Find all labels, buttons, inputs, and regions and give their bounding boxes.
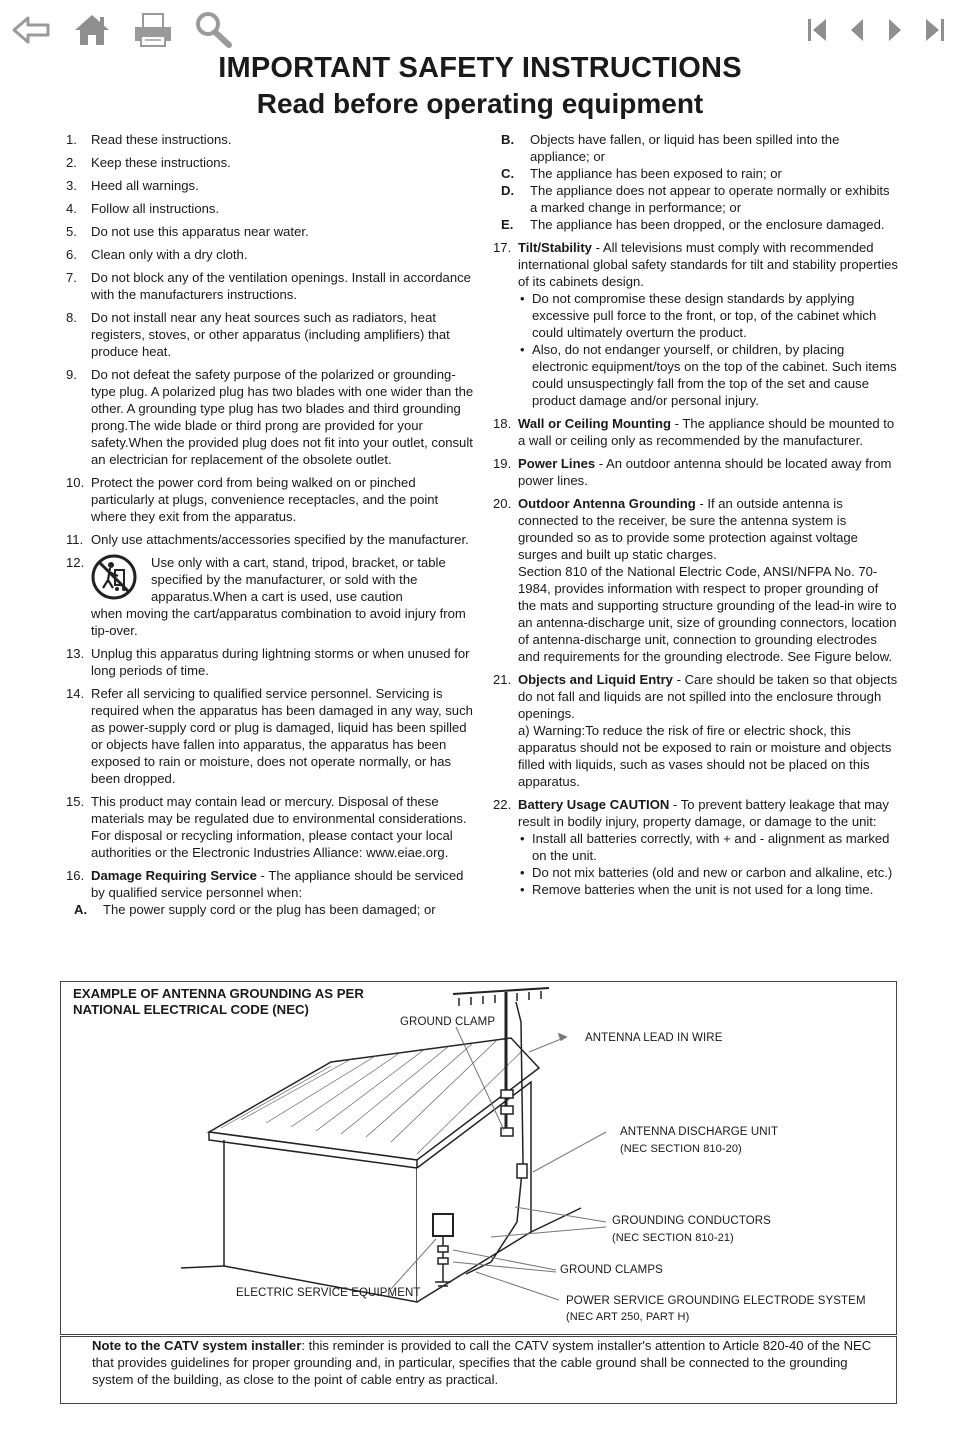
home-icon[interactable] (72, 12, 112, 48)
label-power-service: POWER SERVICE GROUNDING ELECTRODE SYSTEM (566, 1295, 866, 1307)
list-item: 13. Unplug this apparatus during lightning storms or when unused for long periods of time. (66, 646, 470, 678)
bullet-item: • Do not mix batteries (old and new or carbon and alkaline, etc.) (520, 865, 893, 880)
first-page-icon[interactable] (806, 16, 828, 44)
list-item: 9. Do not defeat the safety purpose of the polarized or grounding-type plug. A polarized plug has two blades with one wider than the other. A grounding type plug has two blades and third grounding prong.The wide blade or third prong are provided for your safety.When the provided plug does not fit into your outlet, consult an electrician for replacement of the obsolete outlet. (66, 367, 474, 467)
list-item: 7. Do not block any of the ventilation openings. Install in accordance with the manufacturers instructions. (66, 270, 471, 302)
sub-item: D. The appliance does not appear to operate normally or exhibits a marked change in performance; or (501, 183, 890, 215)
previous-page-icon[interactable] (848, 16, 866, 44)
list-item: 4. Follow all instructions. (66, 201, 220, 216)
print-icon[interactable] (132, 12, 174, 48)
list-item: 6. Clean only with a dry cloth. (66, 247, 248, 262)
list-item: 14. Refer all servicing to qualified service personnel. Servicing is required when the apparatus has been damaged in any way, such as power-supply cord or plug is damaged, liquid has been spilled or objects have fallen into apparatus, the apparatus has been exposed to rain or moisture, does not operate normally, or has been dropped. (66, 686, 473, 786)
list-item: 15. This product may contain lead or mercury. Disposal of these materials may be regulated due to environmental considerations. For disposal or recycling information, please contact your local authorities or the Electronic Industries Alliance: www.eiae.org. (66, 794, 467, 860)
label-electric-service: ELECTRIC SERVICE EQUIPMENT (236, 1287, 421, 1299)
bullet-item: • Also, do not endanger yourself, or children, by placing electronic equipment/toys on the top of the cabinet. Such items could unsuspectingly fall from the top of the set and cause product damage and/or personal injury. (520, 342, 897, 408)
list-item: 1. Read these instructions. (66, 132, 232, 147)
label-discharge-unit: ANTENNA DISCHARGE UNIT (620, 1126, 779, 1138)
list-item: 5. Do not use this apparatus near water. (66, 224, 309, 239)
list-item-tilt: 17. Tilt/Stability - All televisions must comply with recommended international global safety standards for tilt and stability properties of its cabinets design. • Do not compromise these design standards by applying excessive pull force to the front, or top, of the cabinet which could ultimately overturn the product. • Also, do not endanger yourself, or children, by placing electronic equipment/toys on the top of the cabinet. Such items could unsuspectingly fall from the top of the set and cause product damage and/or personal injury. (493, 240, 898, 408)
sub-item: E. The appliance has been dropped, or the enclosure damaged. (501, 217, 885, 232)
label-discharge-ref: (NEC SECTION 810-20) (620, 1143, 742, 1155)
list-item-damage: 16. Damage Requiring Service - The appliance should be serviced by qualified service personnel when: (66, 868, 464, 900)
list-item: 18. Wall or Ceiling Mounting - The appliance should be mounted to a wall or ceiling only as recommended by the manufacturer. (493, 416, 895, 448)
bullet-list (518, 290, 899, 409)
label-ground-clamps: GROUND CLAMPS (560, 1264, 663, 1276)
page-title: IMPORTANT SAFETY INSTRUCTIONS (218, 52, 742, 84)
list-item: 11. Only use attachments/accessories specified by the manufacturer. (66, 532, 469, 547)
sub-item: C. The appliance has been exposed to rain; or (501, 166, 782, 181)
page-subtitle: Read before operating equipment (256, 88, 704, 119)
nav-toolbar-left (10, 10, 234, 50)
last-page-icon[interactable] (924, 16, 946, 44)
right-column (493, 131, 899, 904)
list-item: 3. Heed all warnings. (66, 178, 199, 193)
antenna-grounding-diagram (60, 981, 897, 1335)
list-item-cart-warning: 12. Use only with a cart, stand, tripod, bracket, or table specified by the manufacturer, or sold with the apparatus.When a cart is used, use caution when moving the cart/apparatus combination to avoid injury from tip-over. (66, 555, 466, 638)
diagram-title: EXAMPLE OF ANTENNA GROUNDING AS PER NATIONAL ELECTRICAL CODE (NEC) (73, 986, 364, 1017)
list-item-battery: 22. Battery Usage CAUTION - To prevent battery leakage that may result in bodily injury, property damage, or damage to the unit: • Install all batteries correctly, with + and - alignment as marked on the unit. • Do not mix batteries (old and new or carbon and alkaline, etc.) • Remove batteries when the unit is not used for a long time. (493, 796, 899, 898)
list-item: 19. Power Lines - An outdoor antenna should be located away from power lines. (493, 456, 892, 488)
catv-note: Note to the CATV system installer: this reminder is provided to call the CATV system installer's attention to Article 820-40 of the NEC that provides guidelines for proper grounding and, in particular, specifies that the cable ground shall be connected to the grounding system of the building, as close to the point of cable entry as practical. (60, 1336, 897, 1404)
list-item: 21. Objects and Liquid Entry - Care should be taken so that objects do not fall and liquids are not spilled into the enclosure through openings. a) Warning:To reduce the risk of fire or electric shock, this apparatus should not be exposed to rain or moisture and objects filled with liquids, such as vases should not be placed on this apparatus. (493, 672, 898, 789)
sub-item: A. The power supply cord or the plug has been damaged; or (74, 902, 436, 917)
left-column (66, 131, 474, 918)
bullet-item: • Install all batteries correctly, with + and - alignment as marked on the unit. (520, 831, 890, 863)
list-item: 8. Do not install near any heat sources such as radiators, heat registers, stoves, or other apparatus (including amplifiers) that produce heat. (66, 310, 450, 359)
label-power-ref: (NEC ART 250, PART H) (566, 1311, 690, 1323)
nav-toolbar-right (806, 10, 946, 50)
list-item: 10. Protect the power cord from being walked on or pinched particularly at plugs, convenience receptacles, and the point where they exit from the apparatus. (66, 475, 439, 524)
label-conductors-ref: (NEC SECTION 810-21) (612, 1232, 734, 1244)
bullet-item: • Do not compromise these design standards by applying excessive pull force to the front, or top, of the cabinet which could ultimately overturn the product. (520, 291, 877, 340)
sub-item: B. Objects have fallen, or liquid has been spilled into the appliance; or (501, 132, 840, 164)
back-icon[interactable] (10, 13, 52, 47)
bullet-list (518, 830, 899, 898)
cart-warning-icon (91, 554, 151, 605)
bullet-item: • Remove batteries when the unit is not used for a long time. (520, 882, 874, 897)
list-item: 20. Outdoor Antenna Grounding - If an outside antenna is connected to the receiver, be sure the antenna system is grounded so as to provide some protection against voltage surges and built up static charges. Section 810 of the National Electric Code, ANSI/NFPA No. 70-1984, provides information with respect to proper grounding of the mats and supporting structure grounding of the lead-in wire to an antenna-discharge unit, size of grounding connectors, location of antenna-discharge unit, connection to grounding electrodes and requirements for the grounding electrode. See Figure below. (493, 496, 897, 664)
house-antenna-illustration (61, 982, 896, 1334)
next-page-icon[interactable] (886, 16, 904, 44)
search-icon[interactable] (194, 11, 234, 49)
label-grounding-conductors: GROUNDING CONDUCTORS (612, 1215, 771, 1227)
list-item: 2. Keep these instructions. (66, 155, 231, 170)
label-antenna-lead: ANTENNA LEAD IN WIRE (585, 1032, 723, 1044)
label-ground-clamp: GROUND CLAMP (400, 1016, 496, 1028)
